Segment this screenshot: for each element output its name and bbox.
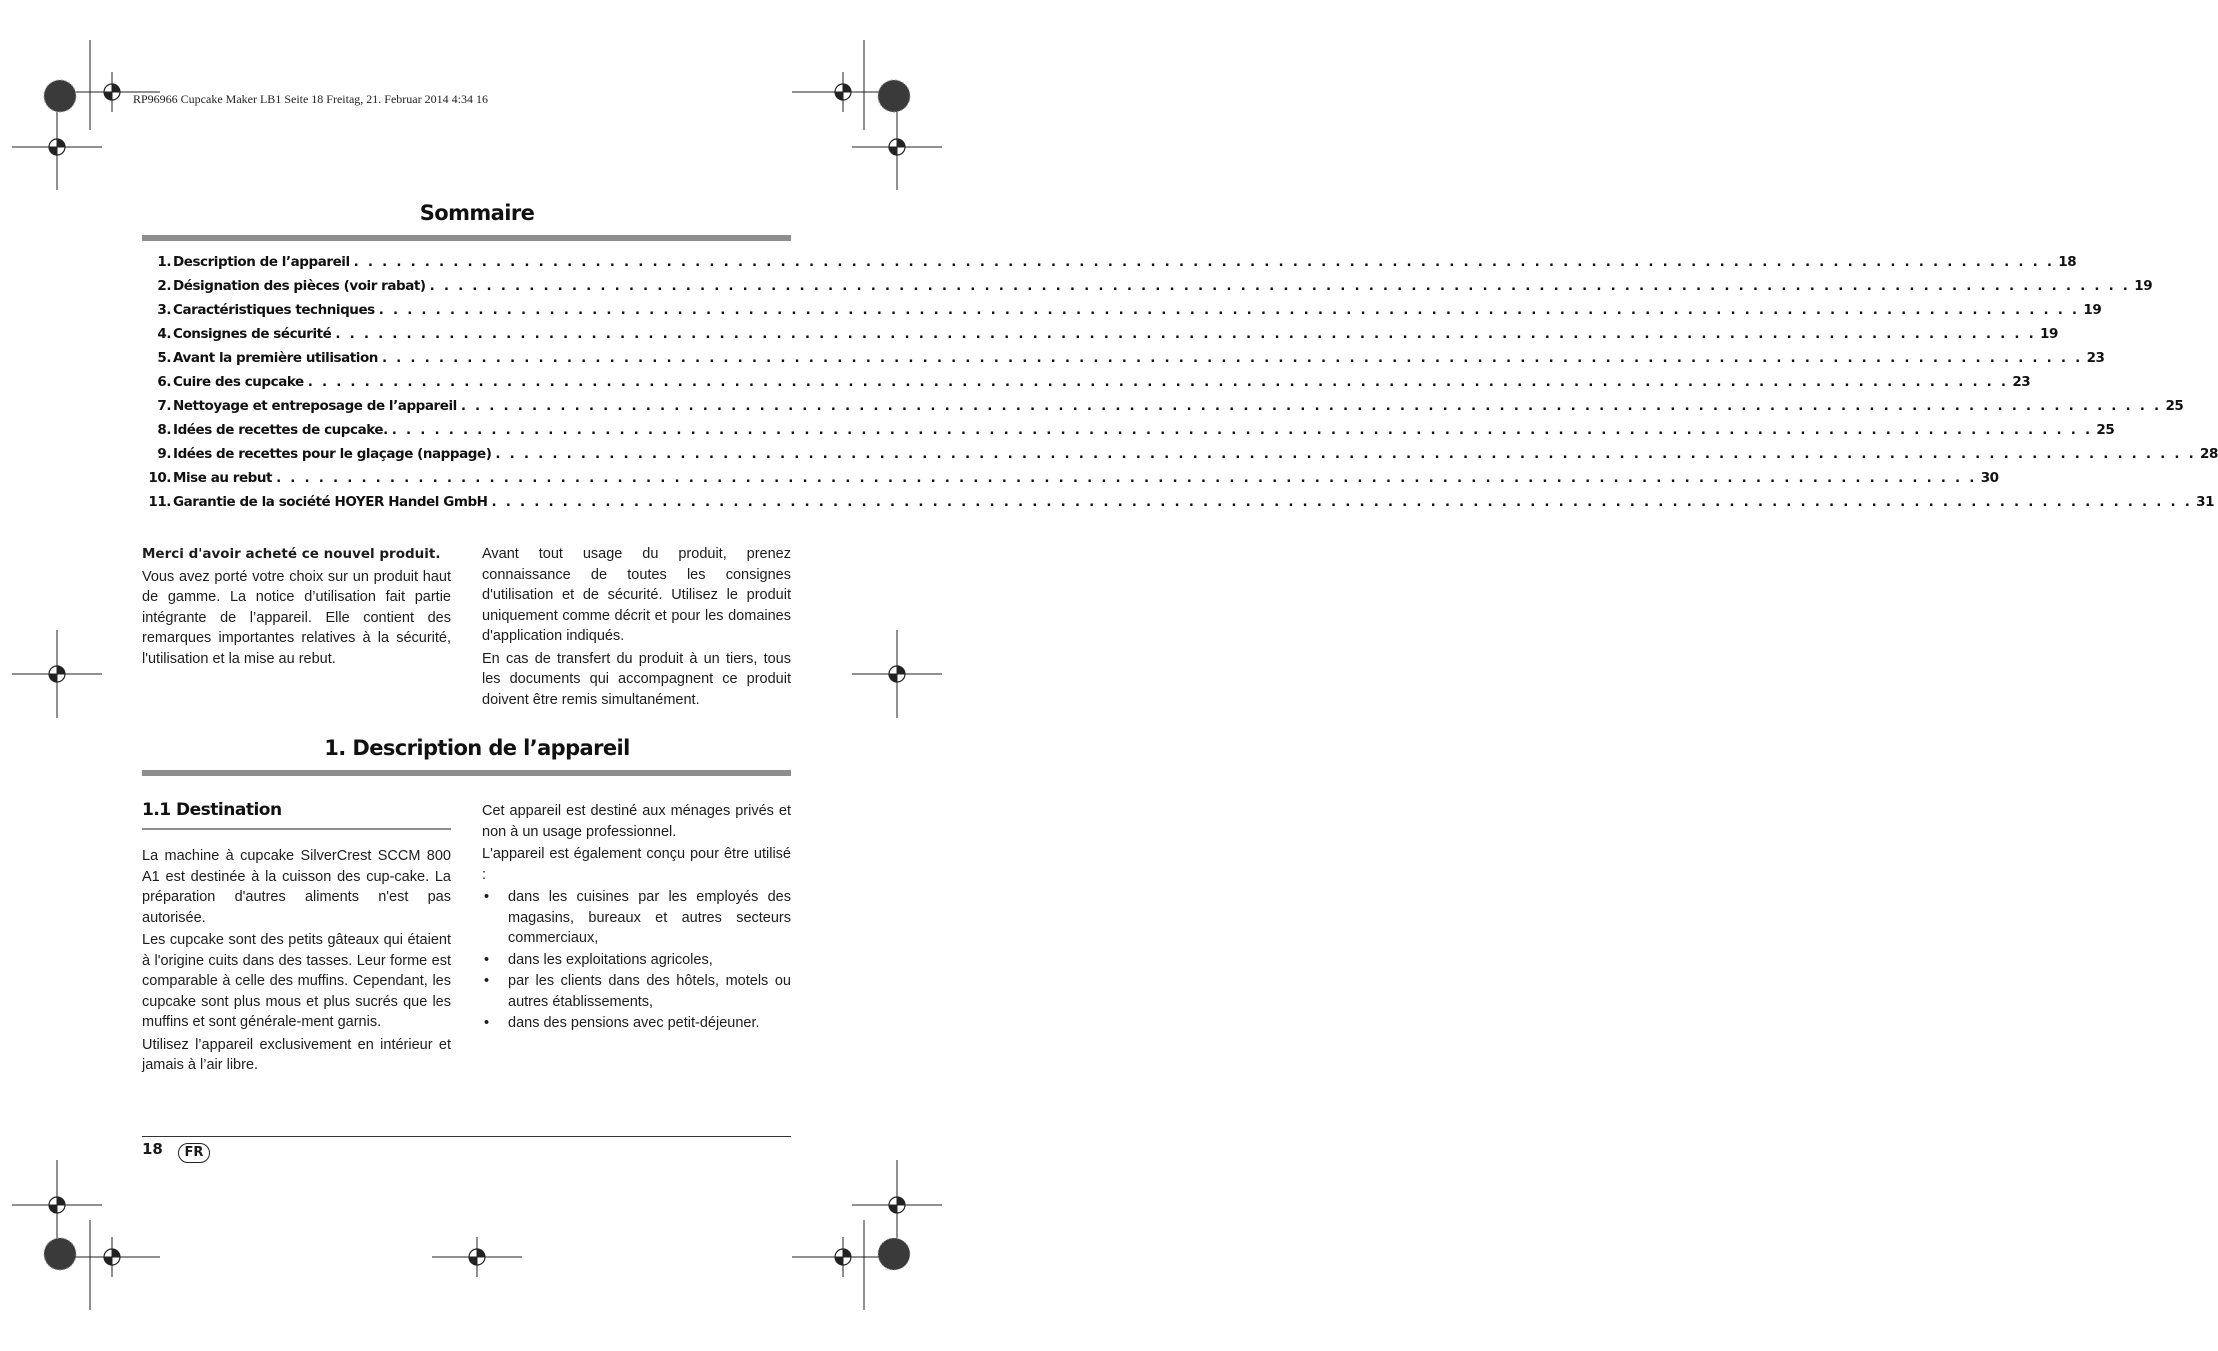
toc-entry-number: 4.	[157, 326, 171, 342]
toc-entry[interactable]	[142, 278, 2153, 302]
toc-entry[interactable]	[142, 494, 2215, 518]
toc-entry-title: Désignation des pièces (voir rabat)	[173, 278, 426, 294]
toc-leader-dots: . . . . . . . . . . . . . . . . . . . . . . . . . . . . . . . . . . . . . . . . . . . . . . . . . . . . . . . . . . . . . . . . . . . . . . . . . . . . . . . . . . . . . . . . . . . . . . . . . . . . . . . . . . . . . . . . . . . . . . . .	[276, 470, 1977, 486]
toc-leader-dots: . . . . . . . . . . . . . . . . . . . . . . . . . . . . . . . . . . . . . . . . . . . . . . . . . . . . . . . . . . . . . . . . . . . . . . . . . . . . . . . . . . . . . . . . . . . . . . . . . . . . . . . . . . . . . . . . . . . . . . . .	[460, 398, 2162, 414]
toc-entry-title: Garantie de la société HOYER Handel GmbH	[173, 494, 488, 510]
table-of-contents	[142, 254, 2218, 518]
toc-entry[interactable]	[142, 422, 2115, 446]
toc-entry-title: Nettoyage et entreposage de l’appareil	[173, 398, 457, 414]
toc-entry[interactable]	[142, 350, 2105, 374]
section-1-title: 1. Description de l’appareil	[324, 736, 630, 760]
toc-leader-dots: . . . . . . . . . . . . . . . . . . . . . . . . . . . . . . . . . . . . . . . . . . . . . . . . . . . . . . . . . . . . . . . . . . . . . . . . . . . . . . . . . . . . . . . . . . . . . . . . . . . . . . . . . . . . . . . . . . . . . . . .	[353, 254, 2055, 270]
toc-entry[interactable]	[142, 398, 2184, 422]
toc-entry-number: 10.	[148, 470, 171, 486]
toc-entry[interactable]	[142, 374, 2031, 398]
toc-entry[interactable]	[142, 326, 2058, 350]
toc-entry-number: 11.	[148, 494, 171, 510]
toc-entry-title: Description de l’appareil	[173, 254, 350, 270]
toc-entry[interactable]	[142, 254, 2077, 278]
toc-leader-dots: . . . . . . . . . . . . . . . . . . . . . . . . . . . . . . . . . . . . . . . . . . . . . . . . . . . . . . . . . . . . . . . . . . . . . . . . . . . . . . . . . . . . . . . . . . . . . . . . . . . . . . . . . . . . . . . . . . . . . . . .	[391, 422, 2093, 438]
language-badge: FR	[178, 1143, 210, 1163]
footer-rule	[142, 1136, 791, 1137]
section-1-left-column	[142, 846, 451, 1078]
toc-entry-number: 3.	[157, 302, 171, 318]
section-1-1-rule	[142, 828, 451, 830]
toc-entry-number: 5.	[157, 350, 171, 366]
toc-title-bar	[142, 235, 791, 241]
section-1-1-title: 1.1 Destination	[142, 800, 282, 820]
intro-left-column	[142, 544, 451, 671]
usage-text-1: Cet appareil est destiné aux ménages privés et non à un usage professionnel.	[482, 803, 791, 840]
list-item: • par les clients dans des hôtels, motels ou autres établissements,	[482, 971, 791, 1012]
toc-entry-number: 8.	[157, 422, 171, 438]
toc-entry-page: 28	[2200, 446, 2218, 462]
toc-leader-dots: . . . . . . . . . . . . . . . . . . . . . . . . . . . . . . . . . . . . . . . . . . . . . . . . . . . . . . . . . . . . . . . . . . . . . . . . . . . . . . . . . . . . . . . . . . . . . . . . . . . . . . . . . . . . . . . . . . . . . . . .	[429, 278, 2131, 294]
toc-entry-number: 9.	[157, 446, 171, 462]
intro-right-column	[482, 544, 791, 712]
toc-entry-title: Mise au rebut	[173, 470, 273, 486]
toc-entry-page: 31	[2196, 494, 2215, 510]
toc-entry-page: 23	[2086, 350, 2105, 366]
list-item: • dans les cuisines par les employés des magasins, bureaux et autres secteurs commerciaux,	[482, 887, 791, 949]
section-1-1-header	[142, 800, 451, 830]
toc-entry-page: 18	[2058, 254, 2077, 270]
toc-entry-number: 6.	[157, 374, 171, 390]
usage-text-2: L'appareil est également conçu pour être utilisé :	[482, 846, 791, 883]
intro-left-text: Vous avez porté votre choix sur un produit haut de gamme. La notice d’utilisation fait partie intégrante de l’appareil. Elle contient des remarques importantes relatives à la sécurité, l'utilisation et la mise au rebut.	[142, 568, 451, 667]
section-1-title-bar	[142, 770, 791, 776]
toc-entry-page: 23	[2012, 374, 2031, 390]
page-number: 18	[142, 1140, 163, 1158]
toc-entry-page: 25	[2165, 398, 2184, 414]
toc-entry-number: 1.	[157, 254, 171, 270]
destination-text-2: Les cupcake sont des petits gâteaux qui étaient à l'origine cuits dans des tasses. Leur forme est comparable à celle des muffins. Cependant, les cupcake sont plus mous et plus sucrés que les muffins et sont générale-ment garnis.	[142, 932, 451, 1030]
toc-leader-dots: . . . . . . . . . . . . . . . . . . . . . . . . . . . . . . . . . . . . . . . . . . . . . . . . . . . . . . . . . . . . . . . . . . . . . . . . . . . . . . . . . . . . . . . . . . . . . . . . . . . . . . . . . . . . . . . . . . . . . . . .	[307, 374, 2009, 390]
list-item: • dans les exploitations agricoles,	[482, 950, 791, 971]
toc-entry-page: 19	[2134, 278, 2153, 294]
toc-leader-dots: . . . . . . . . . . . . . . . . . . . . . . . . . . . . . . . . . . . . . . . . . . . . . . . . . . . . . . . . . . . . . . . . . . . . . . . . . . . . . . . . . . . . . . . . . . . . . . . . . . . . . . . . . . . . . . . . . . . . . . . .	[491, 494, 2193, 510]
list-item: • dans des pensions avec petit-déjeuner.	[482, 1013, 791, 1034]
toc-entry[interactable]	[142, 470, 1999, 494]
section-1-right-column	[482, 801, 791, 1035]
destination-text-1: La machine à cupcake SilverCrest SCCM 800 A1 est destinée à la cuisson des cup-cake. La préparation d'autres aliments n'est pas autorisée.	[142, 848, 451, 926]
toc-leader-dots: . . . . . . . . . . . . . . . . . . . . . . . . . . . . . . . . . . . . . . . . . . . . . . . . . . . . . . . . . . . . . . . . . . . . . . . . . . . . . . . . . . . . . . . . . . . . . . . . . . . . . . . . . . . . . . . . . . . . . . . .	[378, 302, 2080, 318]
toc-entry[interactable]	[142, 302, 2102, 326]
toc-title: Sommaire	[419, 201, 535, 225]
toc-entry-page: 25	[2096, 422, 2115, 438]
toc-entry-title: Consignes de sécurité	[173, 326, 332, 342]
toc-entry-title: Idées de recettes pour le glaçage (nappage)	[173, 446, 492, 462]
toc-leader-dots: . . . . . . . . . . . . . . . . . . . . . . . . . . . . . . . . . . . . . . . . . . . . . . . . . . . . . . . . . . . . . . . . . . . . . . . . . . . . . . . . . . . . . . . . . . . . . . . . . . . . . . . . . . . . . . . . . . . . . . . .	[495, 446, 2196, 462]
destination-text-3: Utilisez l’appareil exclusivement en intérieur et jamais à l’air libre.	[142, 1036, 451, 1073]
toc-entry-number: 7.	[157, 398, 171, 414]
toc-leader-dots: . . . . . . . . . . . . . . . . . . . . . . . . . . . . . . . . . . . . . . . . . . . . . . . . . . . . . . . . . . . . . . . . . . . . . . . . . . . . . . . . . . . . . . . . . . . . . . . . . . . . . . . . . . . . . . . . . . . . . . . .	[335, 326, 2036, 342]
intro-right-text-1: Avant tout usage du produit, prenez connaissance de toutes les consignes d'utilisation et de sécurité. Utilisez le produit uniquement comme décrit et pour les domaines d'application indiqués.	[482, 546, 791, 644]
intro-thanks: Merci d'avoir acheté ce nouvel produit.	[142, 546, 441, 562]
toc-entry-title: Cuire des cupcake	[173, 374, 304, 390]
print-job-info: RP96966 Cupcake Maker LB1 Seite 18 Freitag, 21. Februar 2014 4:34 16	[133, 92, 488, 106]
toc-entry-title: Idées de recettes de cupcake.	[173, 422, 388, 438]
toc-entry-page: 19	[2040, 326, 2058, 342]
toc-entry[interactable]	[142, 446, 2218, 470]
intro-right-text-2: En cas de transfert du produit à un tiers, tous les documents qui accompagnent ce produit doivent être remis simultanément.	[482, 650, 791, 708]
toc-entry-page: 30	[1980, 470, 1999, 486]
toc-entry-number: 2.	[157, 278, 171, 294]
toc-entry-title: Avant la première utilisation	[173, 350, 378, 366]
usage-bullet-list	[482, 887, 791, 1034]
toc-entry-page: 19	[2083, 302, 2102, 318]
toc-leader-dots: . . . . . . . . . . . . . . . . . . . . . . . . . . . . . . . . . . . . . . . . . . . . . . . . . . . . . . . . . . . . . . . . . . . . . . . . . . . . . . . . . . . . . . . . . . . . . . . . . . . . . . . . . . . . . . . . . . . . . . . .	[381, 350, 2083, 366]
toc-entry-title: Caractéristiques techniques	[173, 302, 375, 318]
